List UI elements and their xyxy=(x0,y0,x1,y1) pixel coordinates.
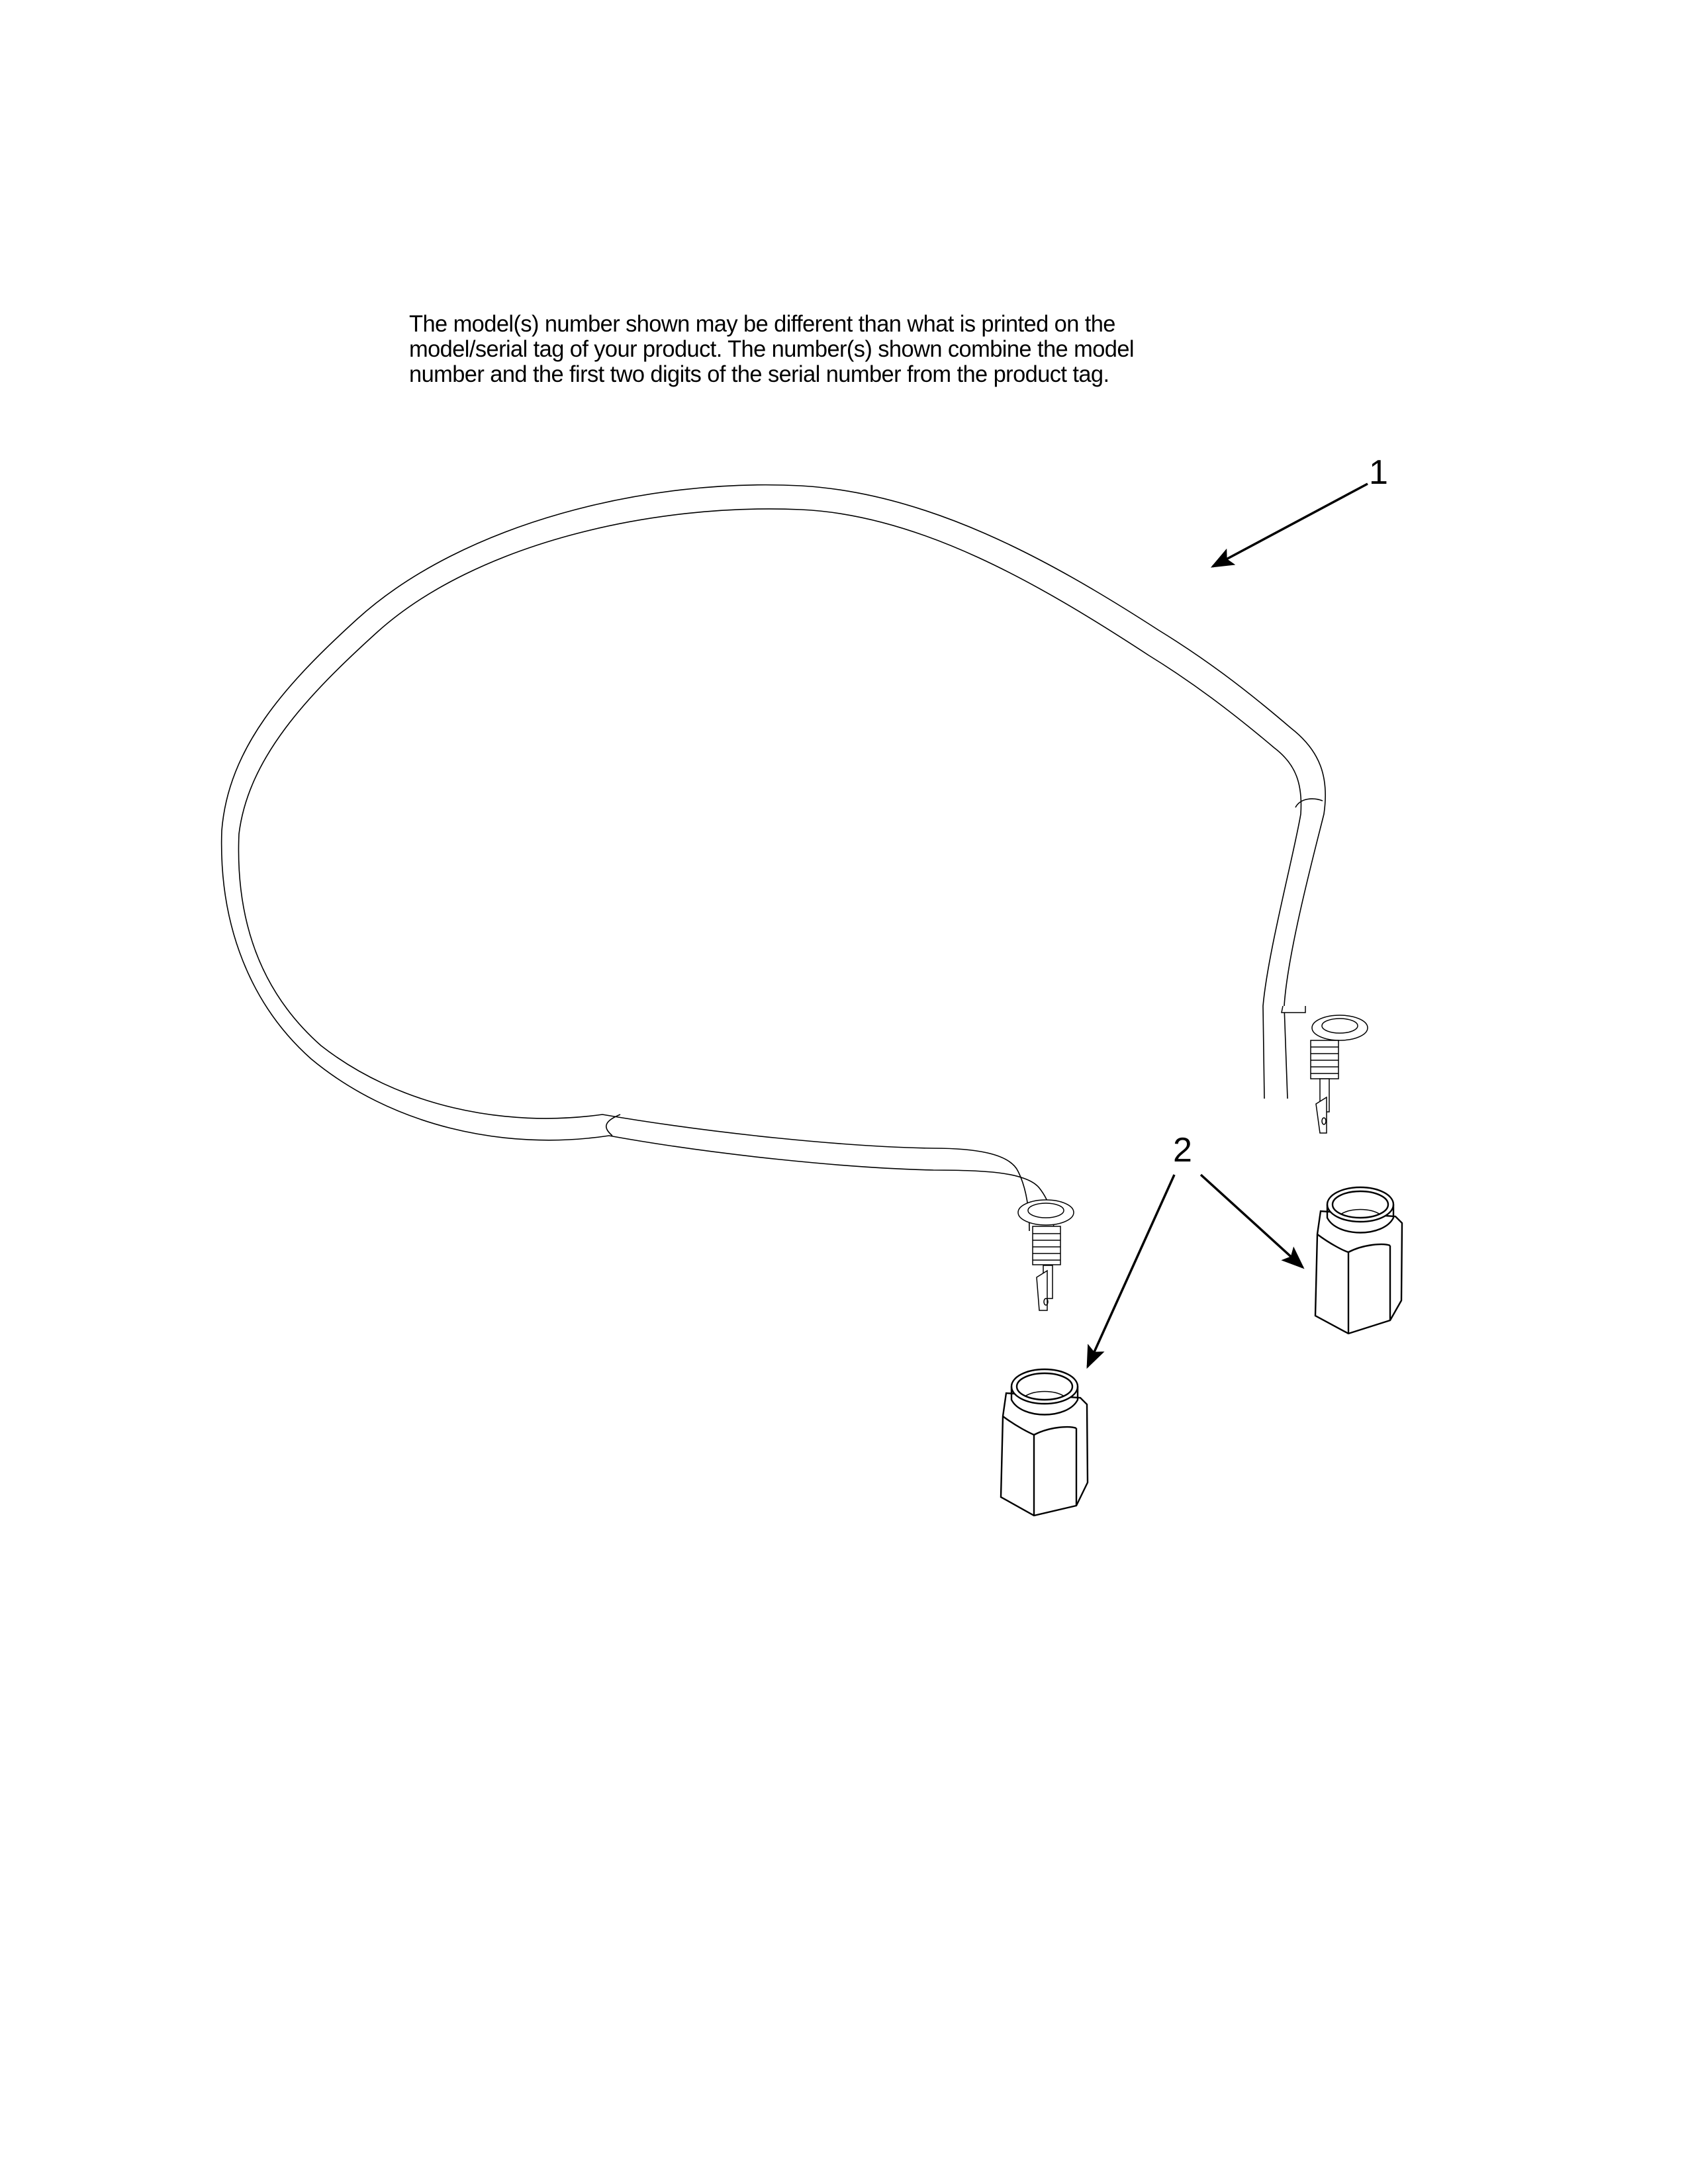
hex-nut-right[interactable] xyxy=(1315,1187,1402,1334)
callout-label-1: 1 xyxy=(1369,453,1388,492)
callout-label-2: 2 xyxy=(1173,1131,1192,1169)
note-line-1: The model(s) number shown may be different than what is printed on the xyxy=(409,310,1115,337)
arrow-callout-1 xyxy=(1213,484,1368,567)
arrow-callout-2-left xyxy=(1088,1175,1174,1367)
left-terminal xyxy=(1018,1200,1074,1310)
note-line-2: model/serial tag of your product. The number(s) shown combine the model xyxy=(409,336,1134,362)
hex-nut-left[interactable] xyxy=(1001,1369,1088,1516)
note-line-3: number and the first two digits of the serial number from the product tag. xyxy=(409,361,1109,387)
right-terminal xyxy=(1282,1006,1368,1133)
arrow-callout-2-right xyxy=(1201,1175,1303,1267)
heating-element[interactable] xyxy=(222,485,1326,1231)
